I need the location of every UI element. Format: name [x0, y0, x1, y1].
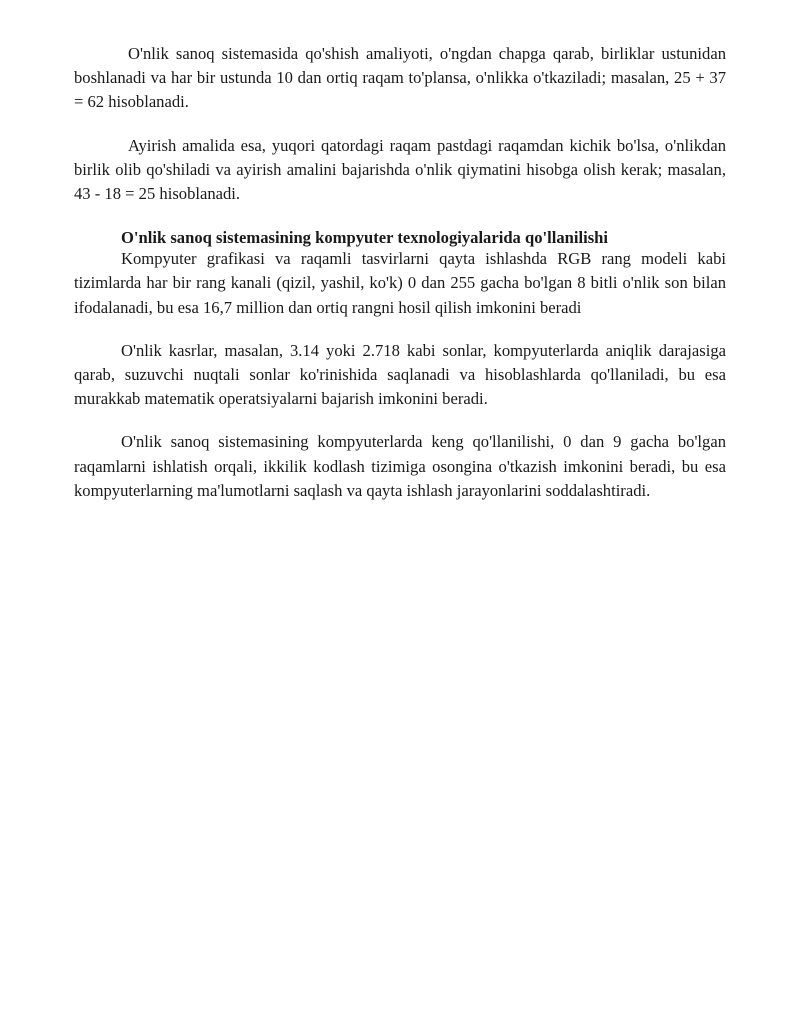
paragraph-addition: O'nlik sanoq sistemasida qo'shish amaliyoti, o'ngdan chapga qarab, birliklar ustunidan boshlanadi va har bir ustunda 10 dan ortiq raqam to'plansa, o'nlikka o'tkaziladi; masalan, 25 + 37 = 62 hisoblanadi.	[74, 44, 726, 112]
paragraph-decimal-fractions: O'nlik kasrlar, masalan, 3.14 yoki 2.718 kabi sonlar, kompyuterlarda aniqlik darajasiga qarab, suzuvchi nuqtali sonlar ko'rinishida saqlanadi va hisoblashlarda qo'llaniladi, bu esa murakkab matematik operatsiyalarni bajarish imkonini beradi.	[74, 340, 726, 409]
paragraph-subtraction: Ayirish amalida esa, yuqori qatordagi raqam pastdagi raqamdan kichik bo'lsa, o'nlikdan birlik olib qo'shiladi va ayirish amalini bajarishda o'nlik qiymatini hisobga olish kerak; masalan, 43 - 18 = 25 hisoblanadi.	[74, 135, 726, 204]
paragraph-rgb: Kompyuter grafikasi va raqamli tasvirlarni qayta ishlashda RGB rang modeli kabi tizimlarda har bir rang kanali (qizil, yashil, ko'k) 0 dan 255 gacha bo'lgan 8 bitli o'nlik son bilan ifodalanadi, bu esa 16,7 million dan ortiq rangni hosil qilish imkonini beradi	[74, 249, 726, 317]
paragraph-binary-conversion: O'nlik sanoq sistemasining kompyuterlarda keng qo'llanilishi, 0 dan 9 gacha bo'lgan raqamlarni ishlatish orqali, ikkilik kodlash tizimiga osongina o'tkazish imkonini beradi, bu esa kompyuterlarning ma'lumotlarni saqlash va qayta ishlash jarayonlarini soddalashtiradi.	[74, 432, 726, 500]
document-page	[74, 42, 726, 503]
section-heading: O'nlik sanoq sistemasining kompyuter texnologiyalarida qo'llanilishi	[121, 228, 609, 248]
